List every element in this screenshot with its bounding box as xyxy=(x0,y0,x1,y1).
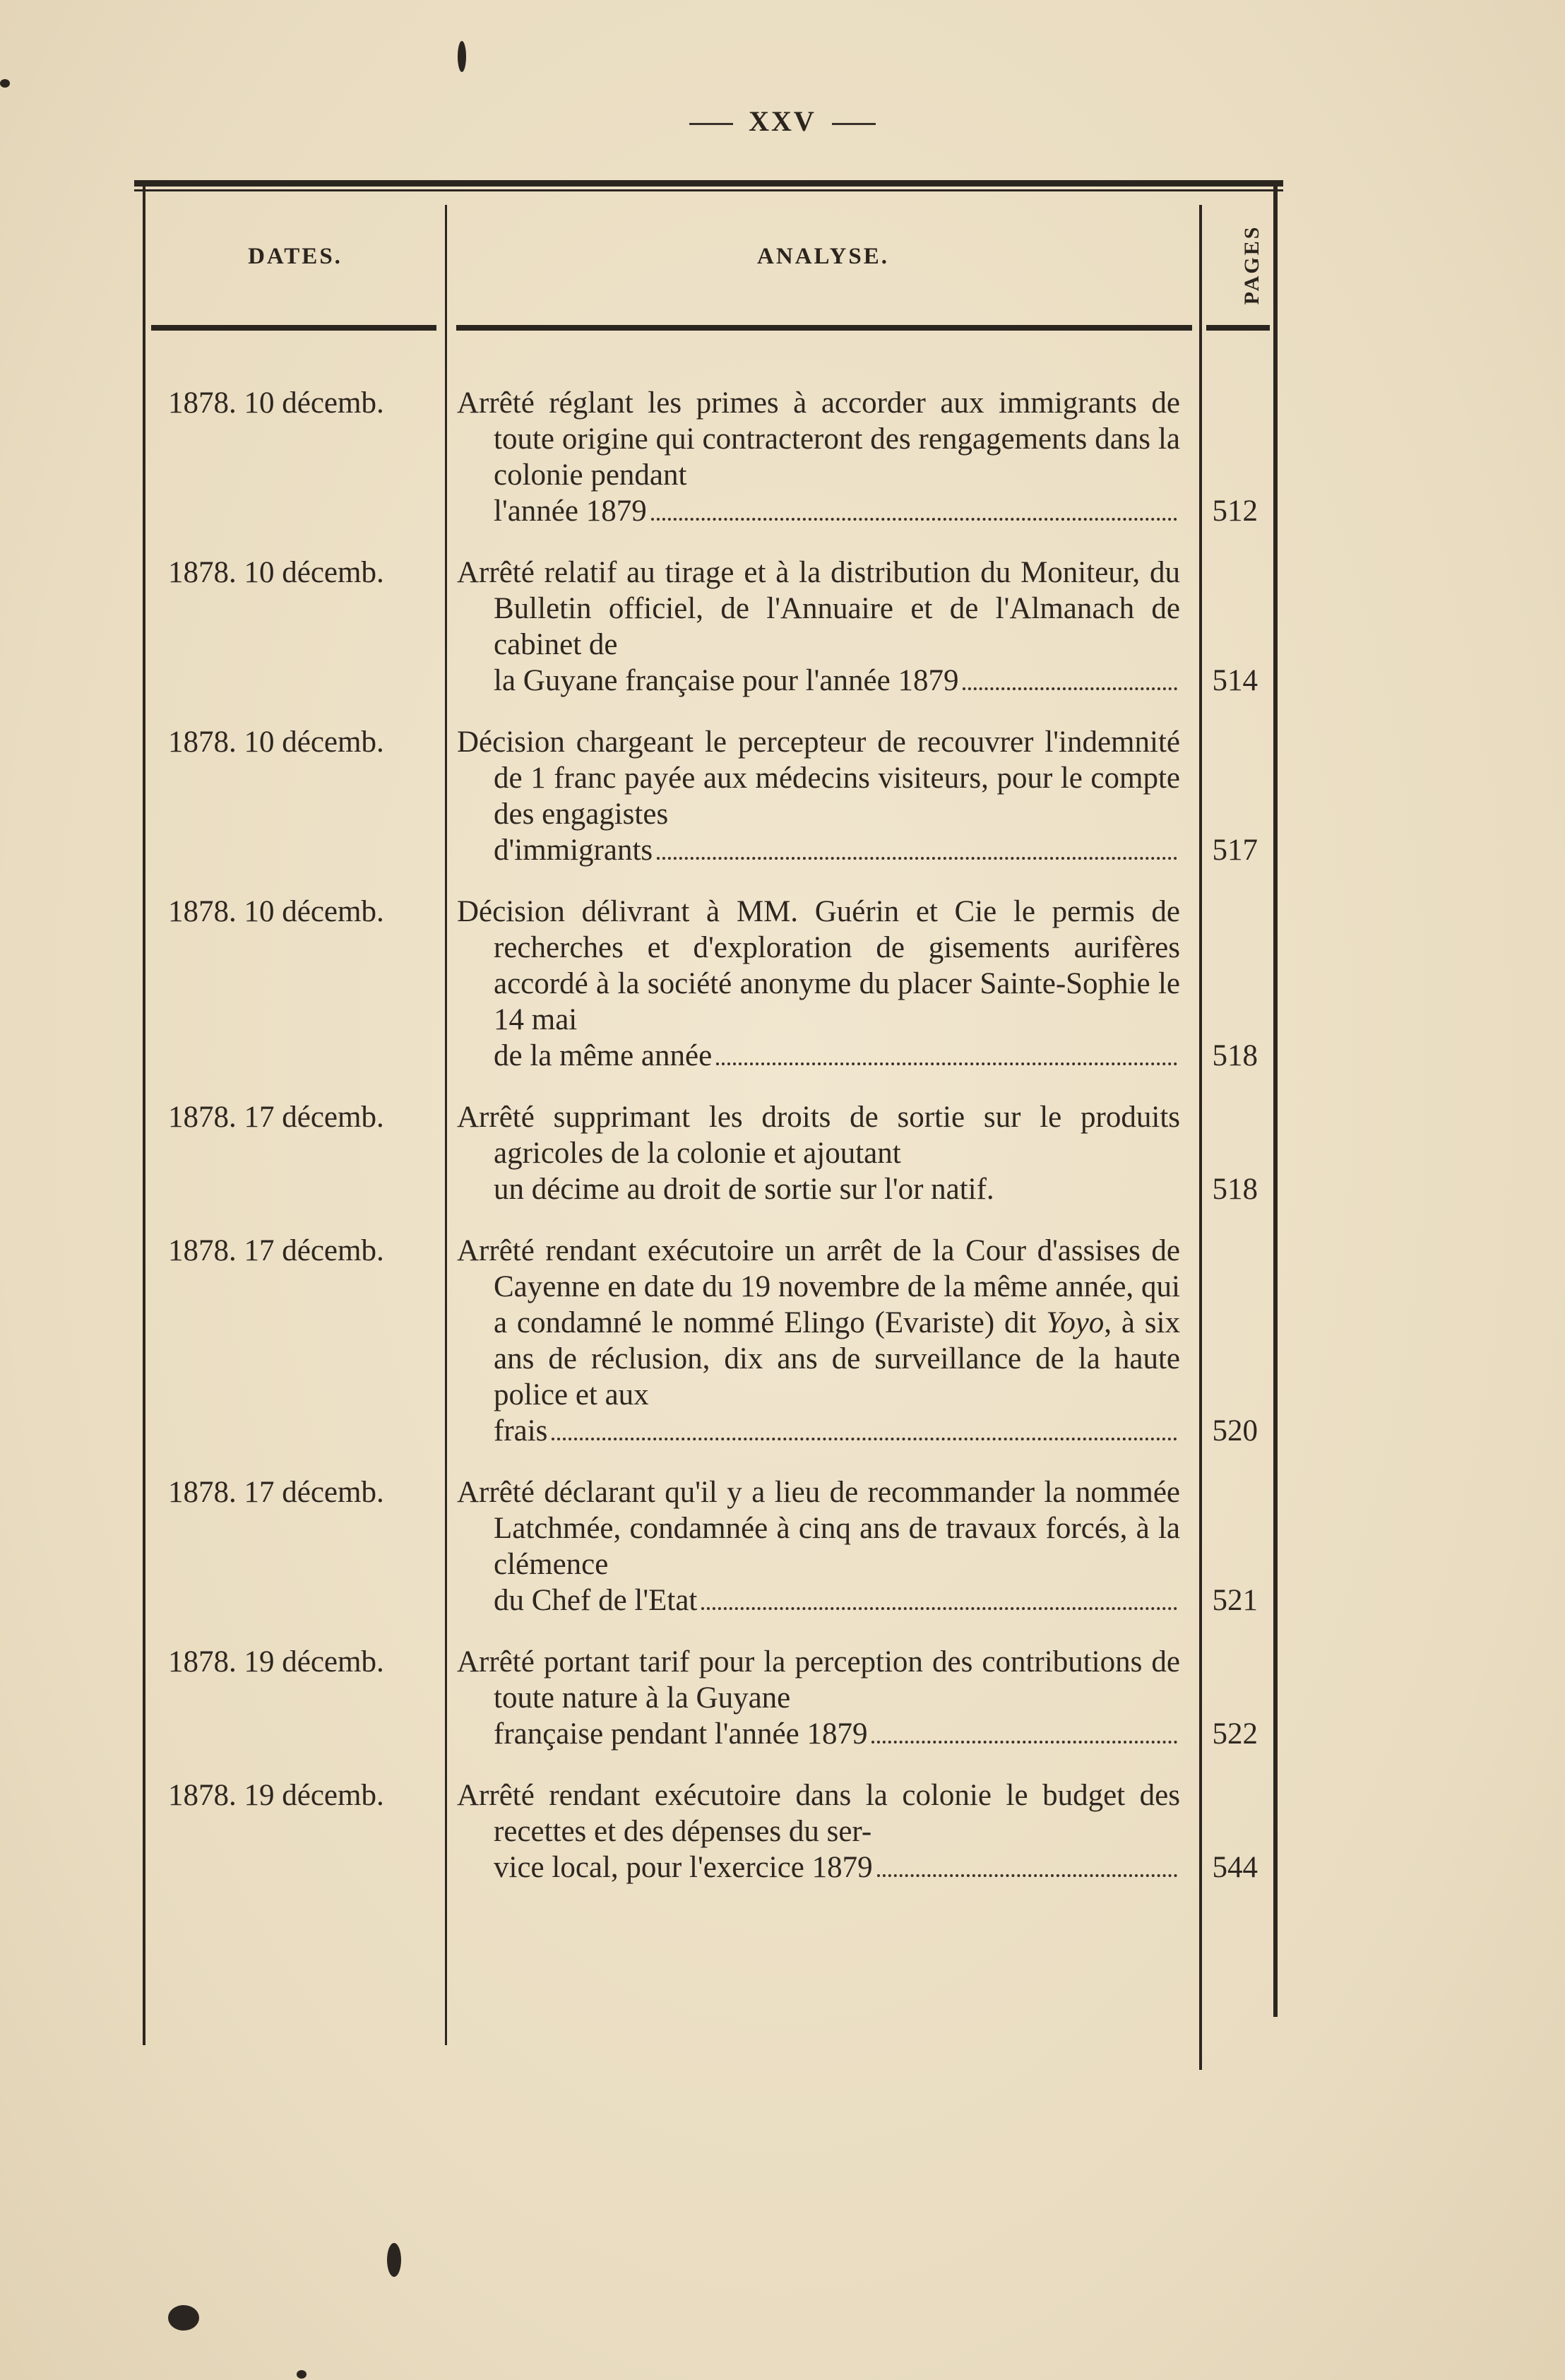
entry-text: Décision délivrant à MM. Guérin et Cie le permis de recherches et d'exploration de gisements aurifères accordé à la société anonyme du placer Sainte-Sophie le 14 mai xyxy=(457,895,1180,1036)
ink-spot xyxy=(458,41,466,72)
entry-text-part: Arrêté rendant exécutoire un arrêt de la Cour d'assises de Cayenne en date du 19 novembre de la même année, qui a condamné le nommé Elingo (Evariste) dit xyxy=(457,1234,1180,1339)
entry-text: Arrêté relatif au tirage et à la distribution du Moniteur, du Bulletin officiel, de l'Annuaire et de l'Almanach de cabinet de xyxy=(457,556,1180,661)
entry-last-line xyxy=(457,1716,1180,1752)
entry-date: 1878. 10 décemb. xyxy=(168,556,384,589)
dot-leader xyxy=(552,1437,1177,1440)
entry-text-end: frais xyxy=(494,1414,548,1447)
dot-leader xyxy=(963,687,1177,690)
entry-analysis xyxy=(457,1474,1180,1618)
dot-leader xyxy=(657,856,1177,860)
entry-analysis xyxy=(457,555,1180,699)
header-dates: DATES. xyxy=(248,244,343,269)
header-analyse: ANALYSE. xyxy=(757,244,889,269)
header-dash-left xyxy=(689,123,733,125)
dot-leader xyxy=(871,1740,1177,1743)
entry-last-line xyxy=(457,493,1180,529)
page-number: XXV xyxy=(749,105,816,137)
table-row xyxy=(134,894,1283,1074)
entry-text xyxy=(457,1233,1180,1413)
ink-spot xyxy=(297,2370,307,2379)
table-top-rule-thin xyxy=(134,189,1283,191)
entry-analysis xyxy=(457,724,1180,868)
entry-last-line xyxy=(457,832,1180,868)
entry-text-end: vice local, pour l'exercice 1879 xyxy=(494,1851,873,1884)
table-top-rule xyxy=(134,180,1283,187)
entry-text: Arrêté supprimant les droits de sortie sur le produits agricoles de la colonie et ajoutant xyxy=(457,1101,1180,1170)
entry-date: 1878. 17 décemb. xyxy=(168,1101,384,1134)
table-row xyxy=(134,1474,1283,1618)
ink-spot xyxy=(0,79,10,88)
entry-date: 1878. 19 décemb. xyxy=(168,1645,384,1679)
table-row xyxy=(134,724,1283,868)
header-dash-right xyxy=(832,123,876,125)
entry-date: 1878. 17 décemb. xyxy=(168,1234,384,1267)
header-rule-pages xyxy=(1206,325,1270,331)
entry-page: 512 xyxy=(1212,495,1258,528)
entry-page: 518 xyxy=(1212,1173,1258,1206)
entry-last-line xyxy=(457,1849,1180,1885)
entry-page: 521 xyxy=(1212,1584,1258,1617)
entry-analysis xyxy=(457,1099,1180,1207)
dot-leader xyxy=(701,1606,1177,1610)
entry-analysis xyxy=(457,1777,1180,1885)
entry-text-end: du Chef de l'Etat xyxy=(494,1584,698,1617)
entry-last-line xyxy=(457,663,1180,699)
entry-page: 514 xyxy=(1212,664,1258,697)
table-row xyxy=(134,555,1283,699)
entry-page: 522 xyxy=(1212,1717,1258,1751)
entry-last-line xyxy=(457,1413,1180,1449)
entry-italic: Yoyo xyxy=(1046,1306,1105,1339)
entry-text-end: de la même année xyxy=(494,1039,713,1072)
header-pages: PAGES xyxy=(1239,225,1263,305)
table-row xyxy=(134,1644,1283,1752)
ink-spot xyxy=(168,2305,199,2331)
entry-analysis xyxy=(457,1233,1180,1449)
index-table xyxy=(134,180,1283,2045)
entry-text: Arrêté réglant les primes à accorder aux immigrants de toute origine qui contracteront des rengagements dans la colonie pendant xyxy=(457,386,1180,492)
entry-date: 1878. 10 décemb. xyxy=(168,726,384,759)
entry-page: 517 xyxy=(1212,834,1258,867)
entry-page: 544 xyxy=(1212,1851,1258,1884)
entry-text-end: la Guyane française pour l'année 1879 xyxy=(494,664,959,697)
entry-text: Arrêté portant tarif pour la perception des contributions de toute nature à la Guyane xyxy=(457,1645,1180,1715)
dot-leader xyxy=(651,517,1177,521)
header-rule-analyse xyxy=(456,325,1192,331)
entry-date: 1878. 10 décemb. xyxy=(168,895,384,928)
entry-text-end: un décime au droit de sortie sur l'or natif. xyxy=(494,1173,994,1206)
entry-last-line xyxy=(457,1582,1180,1618)
entry-text-end: française pendant l'année 1879 xyxy=(494,1717,868,1751)
entry-page: 518 xyxy=(1212,1039,1258,1072)
entry-last-line xyxy=(457,1171,1180,1207)
page-header xyxy=(0,105,1565,138)
entry-analysis xyxy=(457,385,1180,529)
entry-analysis xyxy=(457,894,1180,1074)
entry-date: 1878. 19 décemb. xyxy=(168,1779,384,1812)
entry-date: 1878. 17 décemb. xyxy=(168,1476,384,1509)
entry-text: Décision chargeant le percepteur de recouvrer l'indemnité de 1 franc payée aux médecins visiteurs, pour le compte des engagistes xyxy=(457,726,1180,831)
entries-list xyxy=(134,385,1283,1911)
entry-text: Arrêté déclarant qu'il y a lieu de recommander la nommée Latchmée, condamnée à cinq ans de travaux forcés, à la clémence xyxy=(457,1476,1180,1581)
dot-leader xyxy=(999,1198,1177,1199)
table-row xyxy=(134,1777,1283,1885)
dot-leader xyxy=(877,1873,1177,1877)
ink-spot xyxy=(387,2243,401,2277)
table-row xyxy=(134,1233,1283,1449)
entry-text-end: d'immigrants xyxy=(494,834,653,867)
table-row xyxy=(134,1099,1283,1207)
entry-analysis xyxy=(457,1644,1180,1752)
entry-text: Arrêté rendant exécutoire dans la colonie le budget des recettes et des dépenses du ser- xyxy=(457,1779,1180,1848)
entry-date: 1878. 10 décemb. xyxy=(168,386,384,420)
entry-text-end: l'année 1879 xyxy=(494,495,647,528)
entry-text-part: , à six ans de réclusion, dix ans de surveillance de la haute police et aux xyxy=(494,1306,1180,1411)
entry-page: 520 xyxy=(1212,1414,1258,1447)
header-rule-dates xyxy=(151,325,436,331)
dot-leader xyxy=(716,1062,1177,1065)
table-row xyxy=(134,385,1283,529)
entry-last-line xyxy=(457,1038,1180,1074)
